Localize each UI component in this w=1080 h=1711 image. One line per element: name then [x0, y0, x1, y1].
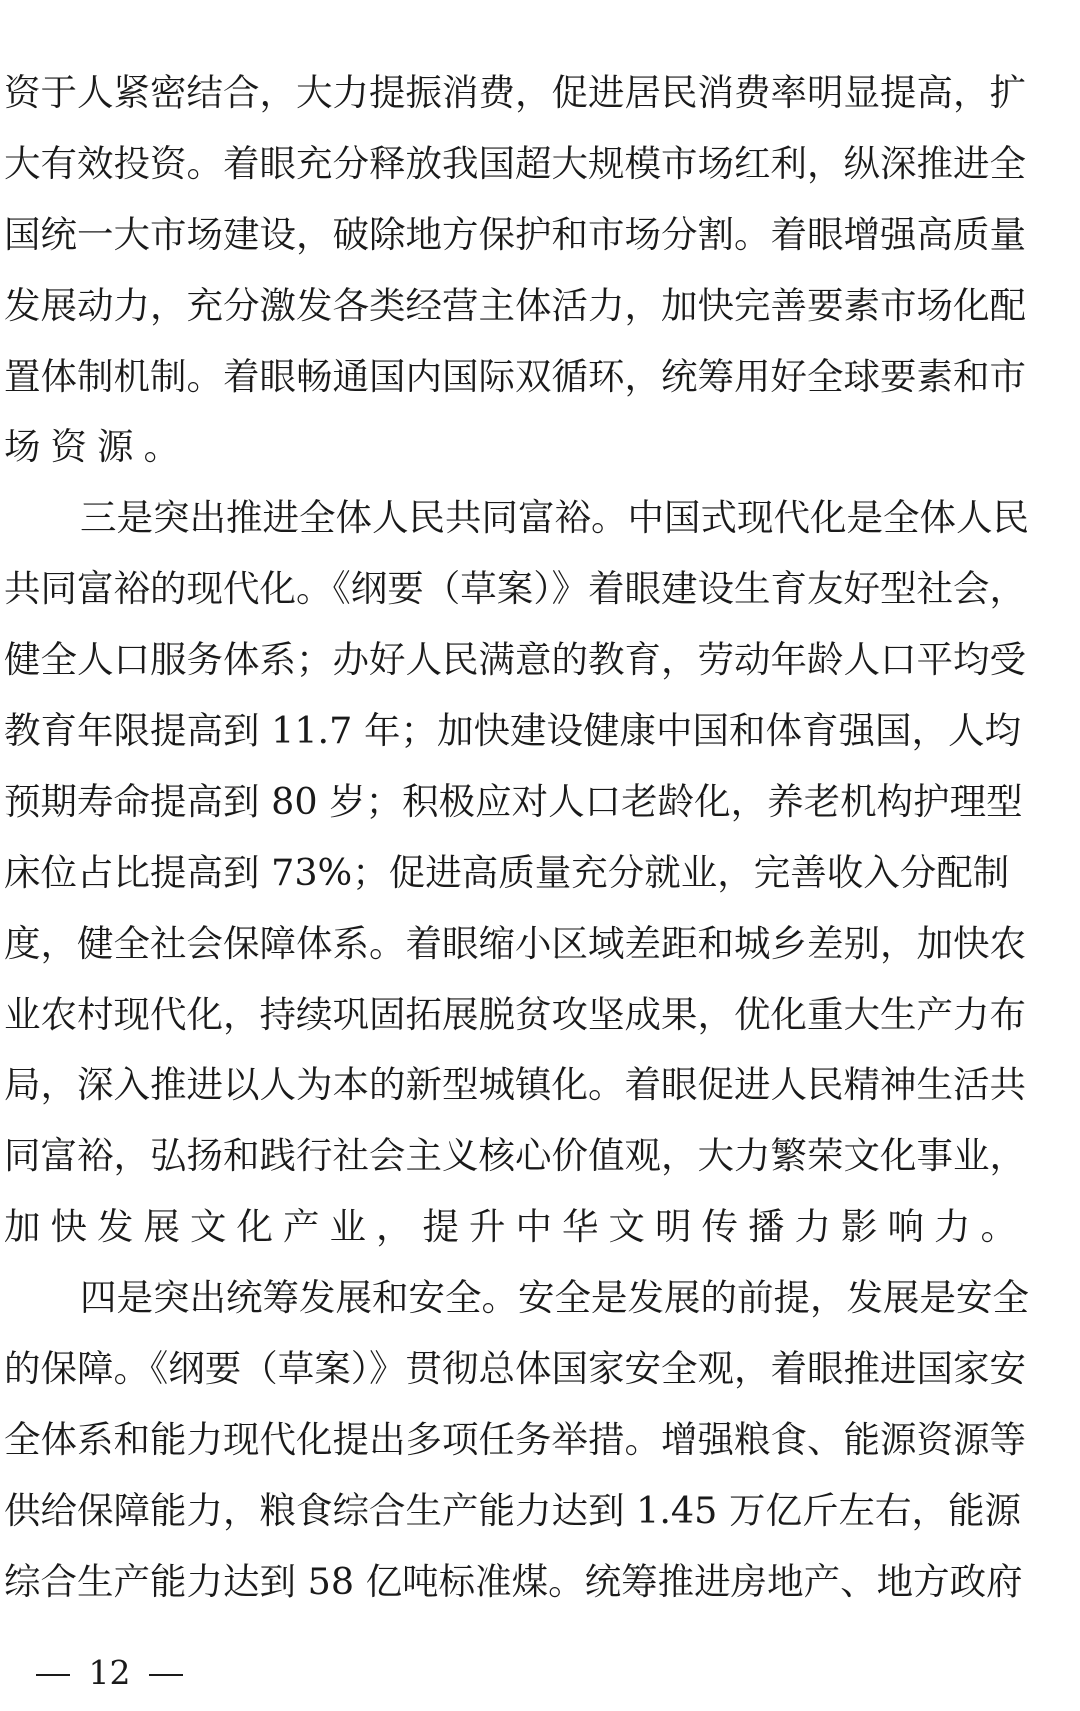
text-line: 预期寿命提高到 80 岁；积极应对人口老龄化，养老机构护理型	[4, 779, 1023, 823]
text-line: 教育年限提高到 11.7 年；加快建设健康中国和体育强国，人均	[4, 709, 1021, 753]
text-line: 供给保障能力，粮食综合生产能力达到 1.45 万亿斤左右，能源	[4, 1488, 1021, 1532]
paragraph-first-line: 四是突出统筹发展和安全。安全是发展的前提，发展是安全	[80, 1276, 1029, 1320]
text-line: 业农村现代化，持续巩固拓展脱贫攻坚成果，优化重大生产力布	[4, 992, 1026, 1036]
footer-dash-right	[149, 1674, 183, 1676]
text-line: 置体制机制。着眼畅通国内国际双循环，统筹用好全球要素和市	[4, 354, 1026, 398]
text-line: 局，深入推进以人为本的新型城镇化。着眼促进人民精神生活共	[4, 1063, 1026, 1107]
page-number: 12	[88, 1653, 131, 1692]
document-body	[0, 58, 1080, 1618]
text-line: 的保障。《纲要（草案）》贯彻总体国家安全观，着眼推进国家安	[4, 1347, 1026, 1391]
text-line: 场资源。	[4, 425, 190, 469]
text-line: 度，健全社会保障体系。着眼缩小区域差距和城乡差别，加快农	[4, 921, 1026, 965]
page-footer	[28, 1648, 191, 1698]
text-line: 全体系和能力现代化提出多项任务举措。增强粮食、能源资源等	[4, 1417, 1026, 1461]
text-line: 发展动力，充分激发各类经营主体活力，加快完善要素市场化配	[4, 283, 1026, 327]
text-line: 国统一大市场建设，破除地方保护和市场分割。着眼增强高质量	[4, 212, 1026, 256]
footer-dash-left	[36, 1674, 70, 1676]
text-line: 共同富裕的现代化。《纲要（草案）》着眼建设生育友好型社会，	[4, 567, 1026, 611]
text-line: 床位占比提高到 73%；促进高质量充分就业，完善收入分配制	[4, 850, 1010, 894]
paragraph-first-line: 三是突出推进全体人民共同富裕。中国式现代化是全体人民	[80, 496, 1029, 540]
text-line: 健全人口服务体系；办好人民满意的教育，劳动年龄人口平均受	[4, 638, 1026, 682]
text-line: 综合生产能力达到 58 亿吨标准煤。统筹推进房地产、地方政府	[4, 1559, 1023, 1603]
text-line: 加快发展文化产业，提升中华文明传播力影响力。	[4, 1205, 1027, 1249]
text-line: 资于人紧密结合，大力提振消费，促进居民消费率明显提高，扩	[4, 71, 1026, 114]
text-line: 大有效投资。着眼充分释放我国超大规模市场红利，纵深推进全	[4, 141, 1026, 185]
text-line: 同富裕，弘扬和践行社会主义核心价值观，大力繁荣文化事业，	[4, 1134, 1026, 1178]
